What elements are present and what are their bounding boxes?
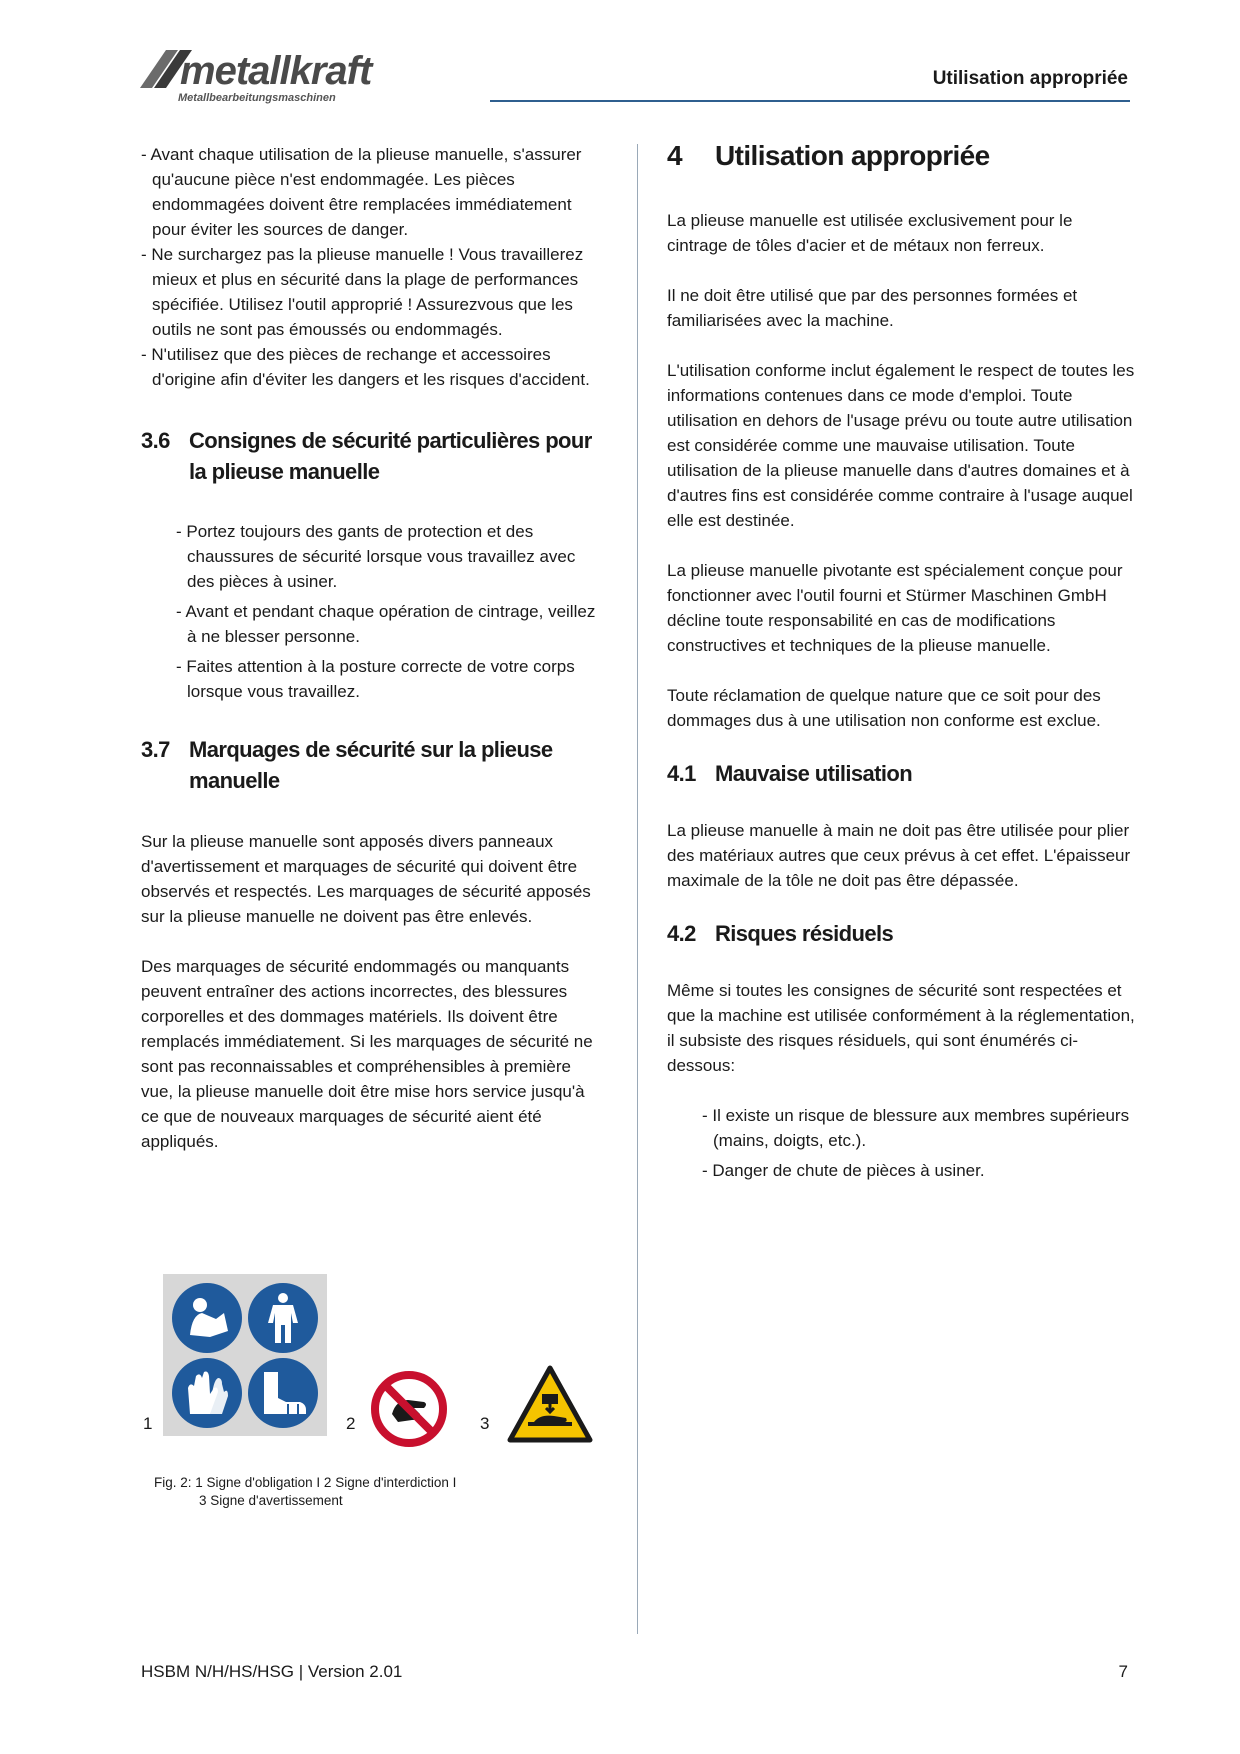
metallkraft-logo [140, 46, 470, 106]
paragraph: L'utilisation conforme inclut également le respect de toutes les informations contenues dans ce mode d'emploi. Toute utilisation en dehors de l'usage prévu ou toute autre utilisation est considérée comme une mauvaise utilisation. Toute utilisation de la plieuse manuelle dans d'autres domaines et à d'autres fins est considérée comme contraire à l'usage auquel elle est destinée. [667, 361, 1135, 530]
logo-wordmark: metallkraft [180, 49, 372, 93]
section-title: Marquages de sécurité sur la plieuse manuelle [189, 737, 553, 793]
chapter-title: Utilisation appropriée [715, 140, 990, 171]
footer-doc-ref: HSBM N/H/HS/HSG | Version 2.01 [141, 1662, 403, 1681]
chapter-number: 4 [667, 140, 682, 171]
gloves-icon [172, 1358, 242, 1428]
left-column [141, 142, 606, 1179]
figure-label-3: 3 [480, 1414, 490, 1433]
list-item: - Faites attention à la posture correcte de votre corps lorsque vous travaillez. [176, 657, 575, 701]
figure-label-1: 1 [143, 1414, 153, 1433]
safety-list [141, 519, 606, 704]
paragraph: La plieuse manuelle à main ne doit pas être utilisée pour plier des matériaux autres que ceux prévus à cet effet. L'épaisseur maximale de la tôle ne doit pas être dépassée. [667, 821, 1131, 890]
section-title: Risques résiduels [715, 921, 894, 946]
protective-suit-icon [248, 1283, 318, 1353]
right-column [667, 138, 1137, 1183]
paragraph: Même si toutes les consignes de sécurité sont respectées et que la machine est utilisée conformément à la réglementation, il subsiste des risques résiduels, qui sont énumérés ci-dessous: [667, 981, 1135, 1075]
list-item: - Portez toujours des gants de protection et des chaussures de sécurité lorsque vous travaillez avec des pièces à usiner. [176, 522, 576, 591]
list-item: - Danger de chute de pièces à usiner. [702, 1161, 985, 1180]
list-item: - Il existe un risque de blessure aux membres supérieurs (mains, doigts, etc.). [702, 1106, 1130, 1150]
section-title: Mauvaise utilisation [715, 761, 913, 786]
paragraph: Des marquages de sécurité endommagés ou manquants peuvent entraîner des actions incorrectes, des blessures corporelles et des dommages matériels. Ils doivent être remplacés immédiatement. Si les marquages de sécurité ne sont pas reconnaissables et compréhensibles à première vue, la plieuse manuelle doit être mise hors service jusqu'à ce que de nouveaux marquages de sécurité aient été appliqués. [141, 957, 593, 1151]
section-title: Consignes de sécurité particulières pour la plieuse manuelle [189, 428, 592, 484]
read-manual-icon [172, 1283, 242, 1353]
residual-risk-list [667, 1103, 1137, 1183]
chapter-heading-4 [667, 138, 1137, 174]
list-item: - Avant chaque utilisation de la plieuse manuelle, s'assurer qu'aucune pièce n'est endommagée. Les pièces endommagées doivent être remplacées immédiatement pour éviter les sources de danger. [141, 145, 582, 239]
paragraph: La plieuse manuelle est utilisée exclusivement pour le cintrage de tôles d'acier et de métaux non ferreux. [667, 211, 1073, 255]
crush-hazard-warning-icon [506, 1364, 594, 1444]
column-divider [637, 144, 638, 1634]
header-rule [490, 100, 1130, 102]
caption-line: 3 Signe d'avertissement [199, 1493, 343, 1508]
section-number: 4.2 [667, 921, 696, 946]
paragraph: Il ne doit être utilisé que par des personnes formées et familiarisées avec la machine. [667, 286, 1078, 330]
list-item: - Avant et pendant chaque opération de cintrage, veillez à ne blesser personne. [176, 602, 596, 646]
section-number: 3.7 [141, 737, 170, 762]
figure-caption [154, 1474, 456, 1510]
no-hands-prohibition-icon [370, 1370, 448, 1448]
paragraph: La plieuse manuelle pivotante est spécialement conçue pour fonctionner avec l'outil fourni et Stürmer Maschinen GmbH décline toute responsabilité en cas de modifications constructives et techniques de la plieuse manuelle. [667, 561, 1123, 655]
caption-line: Fig. 2: 1 Signe d'obligation I 2 Signe d'interdiction I [154, 1475, 457, 1490]
header-section-title: Utilisation appropriée [932, 68, 1128, 89]
figure-label-2: 2 [346, 1414, 356, 1433]
list-item: - N'utilisez que des pièces de rechange et accessoires d'origine afin d'éviter les dangers et les risques d'accident. [141, 345, 590, 389]
section-number: 4.1 [667, 761, 696, 786]
section-heading-4-1 [667, 758, 1137, 789]
paragraph: Toute réclamation de quelque nature que ce soit pour des dommages dus à une utilisation non conforme est exclue. [667, 686, 1101, 730]
list-item: - Ne surchargez pas la plieuse manuelle ! Vous travaillerez mieux et plus en sécurité dans la plage de performances spécifiée. Utilisez l'outil approprié ! Assurezvous que les outils ne sont pas émoussés ou endommagés. [141, 245, 584, 339]
mandatory-signs [163, 1274, 327, 1436]
paragraph: Sur la plieuse manuelle sont apposés divers panneaux d'avertissement et marquages de sécurité qui doivent être observés et respectés. Les marquages de sécurité apposés sur la plieuse manuelle ne doivent pas être enlevés. [141, 832, 591, 926]
page-number: 7 [1118, 1662, 1128, 1681]
safety-boots-icon [248, 1358, 318, 1428]
logo-subtitle: Metallbearbeitungsmaschinen [178, 92, 336, 104]
section-heading-4-2 [667, 918, 1137, 949]
section-number: 3.6 [141, 428, 170, 453]
section-heading-3-7 [141, 734, 606, 796]
section-heading-3-6 [141, 425, 606, 487]
